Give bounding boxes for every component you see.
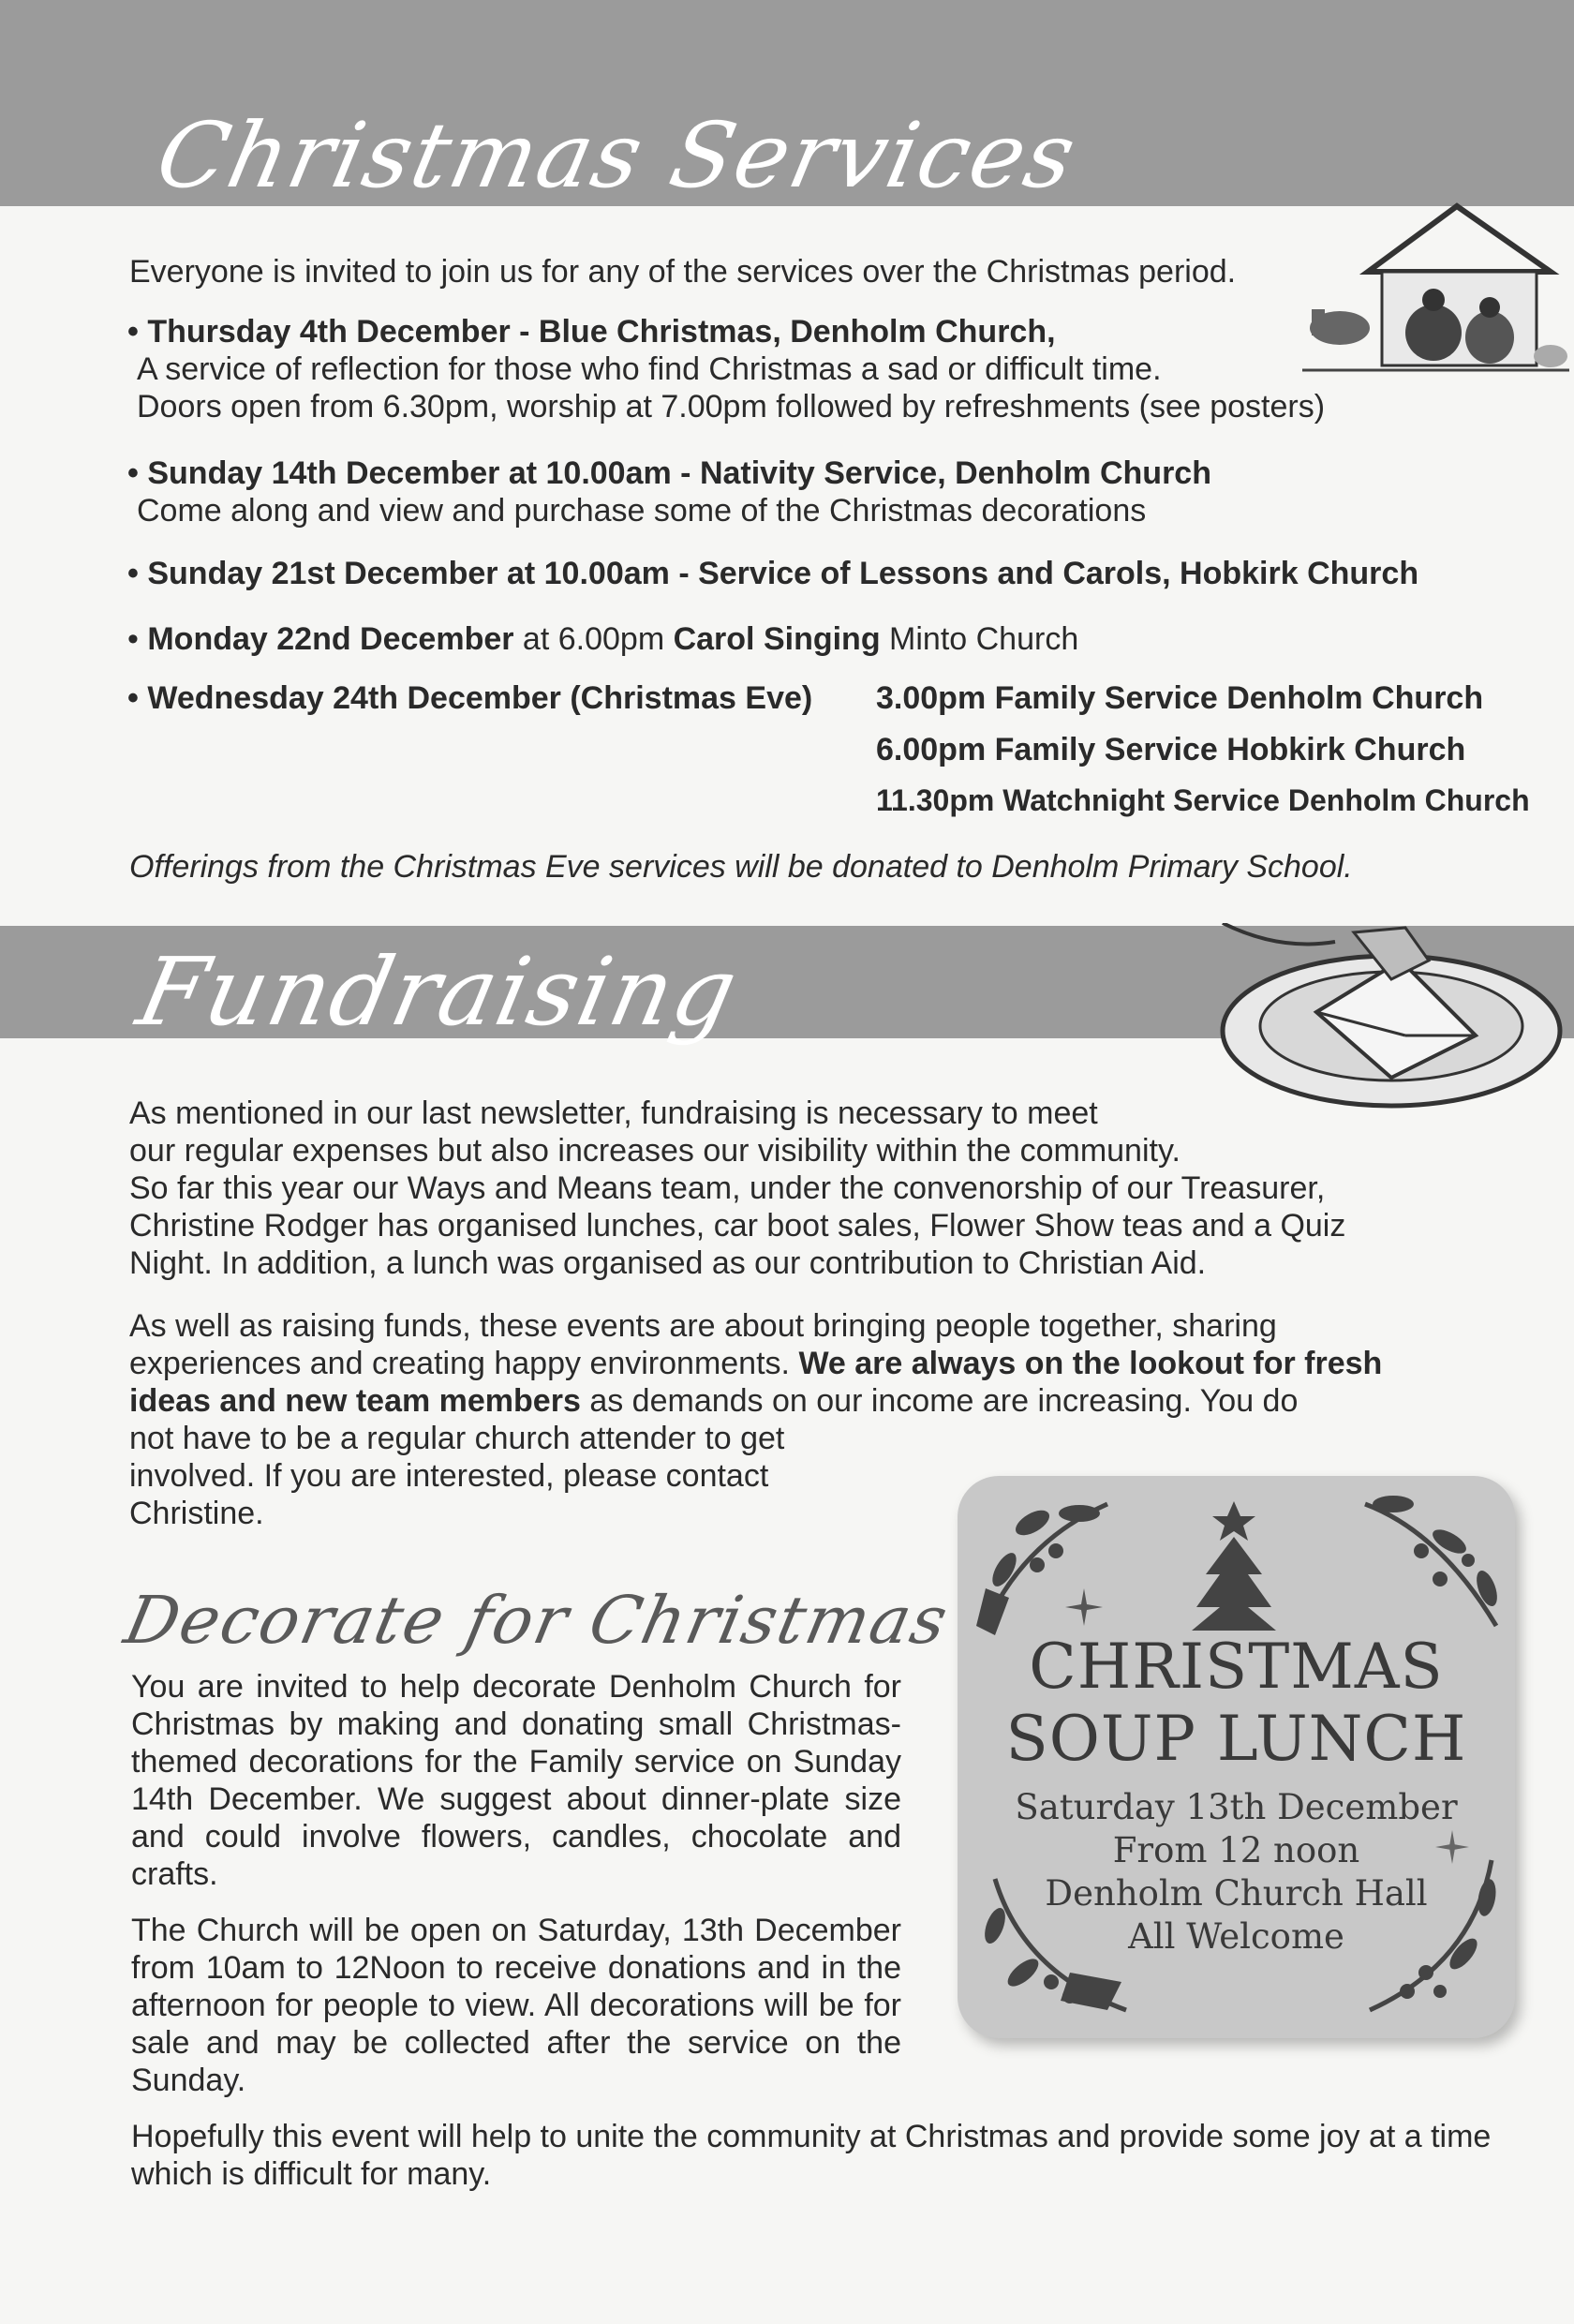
fundraising-p1-line4: Christine Rodger has organised lunches, car boot sales, Flower Show teas and a Quiz — [129, 1208, 1346, 1244]
fundraising-p1-line1: As mentioned in our last newsletter, fundraising is necessary to meet — [129, 1095, 1098, 1131]
holly-top-right-icon — [1356, 1485, 1510, 1645]
soup-card-title-2: SOUP LUNCH — [1005, 1703, 1467, 1775]
soup-card-venue: Denholm Church Hall — [1045, 1873, 1428, 1914]
fundraising-p2-line4: not have to be a regular church attender to get — [129, 1421, 785, 1456]
fundraising-p1-line2: our regular expenses but also increases our visibility within the community. — [129, 1133, 1180, 1169]
soup-card-time: From 12 noon — [1112, 1830, 1360, 1870]
star-sparkle-icon — [1065, 1588, 1103, 1626]
fundraising-p2-line5: involved. If you are interested, please contact — [129, 1458, 769, 1494]
service-item-blue-christmas: • Thursday 4th December - Blue Christmas, Denholm Church, — [127, 314, 1056, 350]
soup-card-welcome: All Welcome — [1128, 1916, 1344, 1957]
decorate-heading: Decorate for Christmas — [118, 1582, 956, 1659]
service-item-christmas-eve: • Wednesday 24th December (Christmas Eve) — [127, 680, 813, 716]
services-intro: Everyone is invited to join us for any of the services over the Christmas period. — [129, 254, 1237, 290]
christmas-eve-time-2: 6.00pm Family Service Hobkirk Church — [876, 732, 1466, 767]
fundraising-heading: Fundraising — [128, 937, 748, 1047]
service-item-lessons-carols: • Sunday 21st December at 10.00am - Service of Lessons and Carols, Hobkirk Church — [127, 556, 1419, 591]
soup-card-title-1: CHRISTMAS — [1029, 1631, 1444, 1703]
service-item-blue-christmas-time: Doors open from 6.30pm, worship at 7.00pm followed by refreshments (see posters) — [137, 389, 1326, 425]
nativity-scene-icon — [1293, 169, 1574, 384]
decorate-paragraph-1: You are invited to help decorate Denholm Church for Christmas by making and donating small Christmas-themed decorations for the Family service on Sunday 14th December. We suggest about dinner-plate size and could involve flowers, candles, chocolate and crafts. — [131, 1669, 901, 1892]
fundraising-p2-line2: experiences and creating happy environments. We are always on the lookout for fresh — [129, 1346, 1383, 1381]
christmas-eve-time-1: 3.00pm Family Service Denholm Church — [876, 680, 1484, 716]
service-item-nativity: • Sunday 14th December at 10.00am - Nativity Service, Denholm Church — [127, 455, 1211, 491]
soup-lunch-card — [958, 1476, 1515, 2038]
fundraising-p1-line3: So far this year our Ways and Means team, under the convenorship of our Treasurer, — [129, 1170, 1326, 1206]
offering-plate-icon — [1204, 923, 1574, 1120]
offerings-note: Offerings from the Christmas Eve services will be donated to Denholm Primary School. — [129, 849, 1353, 885]
fundraising-p2-line3: ideas and new team members as demands on our income are increasing. You do — [129, 1383, 1299, 1419]
service-item-nativity-desc: Come along and view and purchase some of the Christmas decorations — [137, 493, 1147, 529]
decorate-paragraph-2: The Church will be open on Saturday, 13th December from 10am to 12Noon to receive donations and in the afternoon for people to view. All decorations will be for sale and may be collected after the service on the Sunday. — [131, 1913, 901, 2098]
christmas-eve-time-3: 11.30pm Watchnight Service Denholm Church — [876, 783, 1530, 817]
service-item-carol-singing: • Monday 22nd December at 6.00pm Carol Singing Minto Church — [127, 621, 1079, 657]
decorate-closing: Hopefully this event will help to unite the community at Christmas and provide some joy at a time which is difficult for many. — [131, 2119, 1492, 2192]
christmas-tree-icon — [1182, 1499, 1285, 1640]
soup-card-date: Saturday 13th December — [1015, 1787, 1458, 1827]
fundraising-p1-line5: Night. In addition, a lunch was organised as our contribution to Christian Aid. — [129, 1245, 1207, 1281]
fundraising-p2-line6: Christine. — [129, 1496, 264, 1531]
christmas-services-heading: Christmas Services — [148, 103, 1086, 208]
fundraising-p2-line1: As well as raising funds, these events are about bringing people together, sharing — [129, 1308, 1277, 1344]
service-item-blue-christmas-desc: A service of reflection for those who find Christmas a sad or difficult time. — [137, 351, 1162, 387]
